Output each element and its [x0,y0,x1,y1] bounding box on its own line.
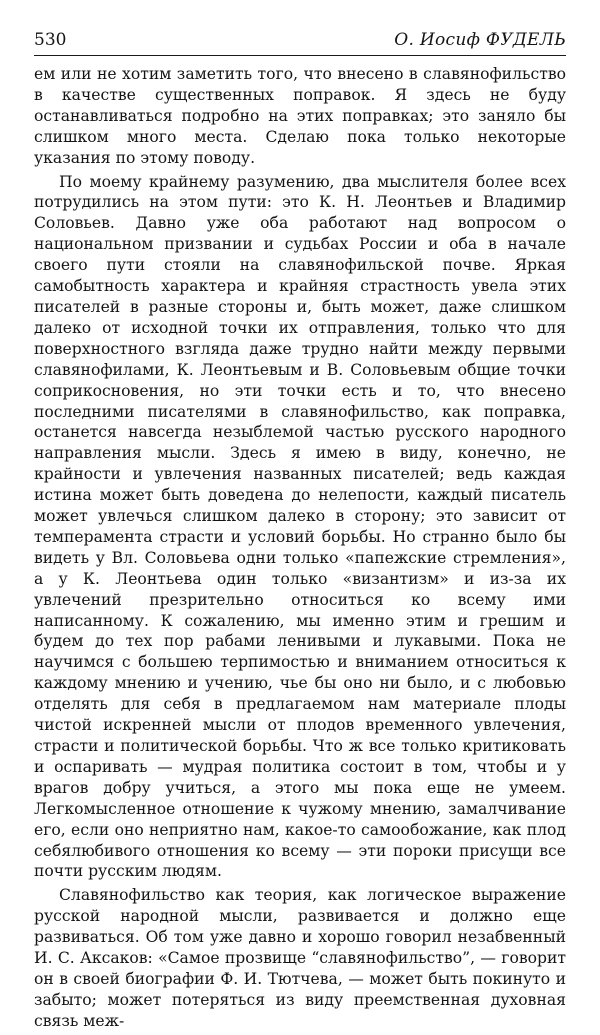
book-page [34,30,566,1035]
page-number: 530 [34,30,67,50]
paragraph: Славянофильство как теория, как логическое выражение русской народной мысли, развивается и должно еще развиваться. Об том уже давно и хорошо говорил незабвенный И. С. Аксаков: «Самое прозвище “славянофильство”, — говорит он в своей биографии Ф. И. Тютчева, — может быть покинуто и забыто; может потеряться из виду преемственная духовная связь меж- [34,886,566,1030]
paragraph-continued: ем или не хотим заметить того, что внесено в славянофильство в качестве существенных поправок. Я здесь не буду останавливаться подробно на этих поправках; это заняло бы слишком много места. Сделаю пока только некоторые указания по этому поводу. [34,65,566,167]
running-title: О. Иосиф ФУДЕЛЬ [394,30,566,50]
paragraph: По моему крайнему разумению, два мыслителя более всех потрудились на этом пути: это К. Н. Леонтьев и Владимир Соловьев. Давно уже оба работают над вопросом о национальном призвании и судьбах России и оба в начале своего пути стояли на славянофильской почве. Яркая самобытность характера и крайняя страстность увела этих писателей в разные стороны и, быть может, даже слишком далеко от исходной точки их отправления, только что для поверхностного взгляда даже трудно найти между первыми славянофилами, К. Леонтьевым и В. Соловьевым общие точки соприкосновения, но эти точки есть и то, что внесено последними писателями в славянофильство, как поправка, останется навсегда незыблемой частью русского народного направления мысли. Здесь я имею в виду, конечно, не крайности и увлечения названных писателей; ведь каждая истина может быть доведена до нелепости, каждый писатель может увлечься слишком далеко в сторону; это зависит от темперамента страсти и условий борьбы. Но странно было бы видеть у Вл. Соловьева одни только «папежские стремления», а у К. Леонтьева один только «византизм» и из-за их увлечений презрительно относиться ко всему ими написанному. К сожалению, мы именно этим и грешим и будем до тех пор рабами ленивыми и лукавыми. Пока не научимся с большею терпимостью и вниманием относиться к каждому мнению и учению, чье бы оно ни было, и с любовью отделять для себя в предлагаемом нам материале плоды чистой искренней мысли от плодов временного увлечения, страсти и политической борьбы. Что ж все только критиковать и оспаривать — мудрая политика состоит в том, чтобы и у врагов добру учиться, а этого мы пока еще не умеем. Легкомысленное отношение к чужому мнению, замалчивание его, если оно неприятно нам, какое-то самообожание, как плод себялюбивого отношения ко всему — эти пороки присущи все почти русским людям. [34,172,566,881]
body-text [34,64,566,1032]
running-header [34,30,566,56]
